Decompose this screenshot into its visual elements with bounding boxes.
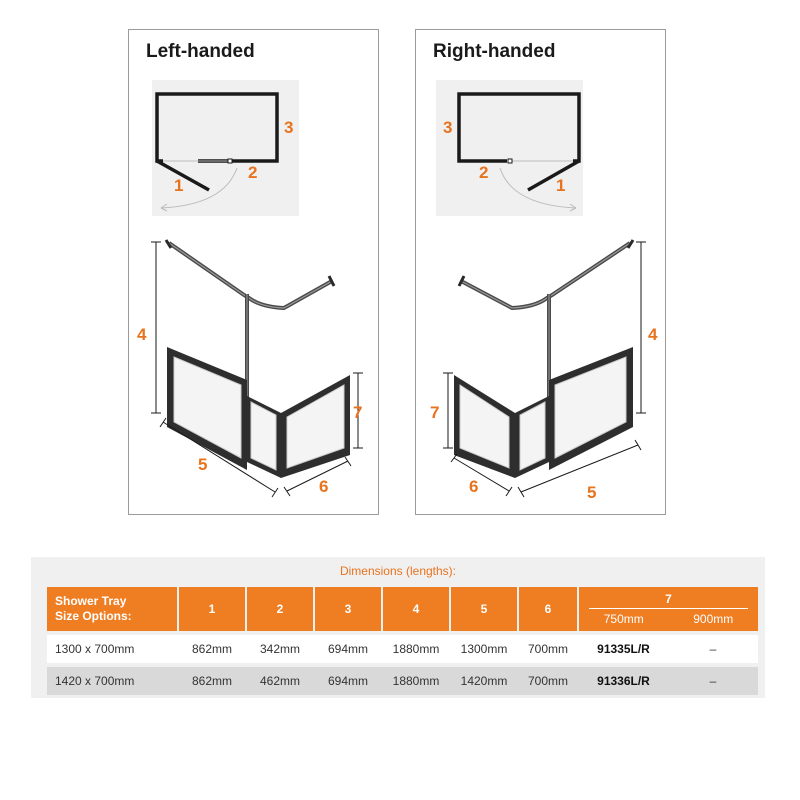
left-plan-label-3: 3: [284, 118, 294, 137]
cell-col-6: 700mm: [527, 642, 568, 656]
cell-col-1: 862mm: [191, 674, 232, 688]
left-plan-view: [157, 94, 293, 211]
header-col-7: [579, 587, 758, 631]
dimensions-table: [31, 557, 765, 698]
cell-col-5: 1300mm: [460, 642, 508, 656]
left-plan-label-2: 2: [248, 163, 258, 182]
cell-col-6: 700mm: [527, 674, 568, 688]
cell-col-1: 862mm: [191, 642, 232, 656]
cell-col-4: 1880mm: [392, 674, 440, 688]
cell-col-3: 694mm: [327, 674, 368, 688]
right-handed-diagram: [416, 30, 667, 516]
left-handed-panel: [128, 29, 379, 515]
cell-code-750: 91335L/R: [597, 642, 650, 656]
right-elevation-view: [430, 240, 658, 502]
cell-code-900: –: [709, 642, 717, 656]
header-col-3: 3: [315, 587, 381, 631]
table-row: [47, 667, 758, 695]
cell-col-5: 1420mm: [460, 674, 508, 688]
header-line-2: Size Options:: [55, 609, 132, 623]
header-col-7-900: 900mm: [693, 612, 734, 626]
right-handed-panel: [415, 29, 666, 515]
table-row: [47, 635, 758, 663]
cell-code-900: –: [709, 674, 717, 688]
right-handed-title: Right-handed: [433, 41, 556, 62]
header-col-4: 4: [383, 587, 449, 631]
header-col-5: 5: [451, 587, 517, 631]
left-plan-label-1: 1: [174, 176, 184, 195]
header-col-2: 2: [247, 587, 313, 631]
right-plan-view: [443, 94, 579, 211]
header-col-7-750: 750mm: [603, 612, 644, 626]
left-handed-diagram: [129, 30, 380, 516]
right-plan-label-2: 2: [479, 163, 489, 182]
header-shower-tray-size: [47, 587, 177, 631]
header-col-6: 6: [519, 587, 577, 631]
right-elevation-label-5: 5: [587, 483, 597, 502]
cell-col-4: 1880mm: [392, 642, 440, 656]
header-col-7-label: 7: [665, 592, 672, 606]
left-elevation-label-4: 4: [137, 325, 147, 344]
left-elevation-label-6: 6: [319, 477, 329, 496]
right-plan-door: [528, 161, 579, 190]
right-elevation-label-7: 7: [430, 403, 440, 422]
left-elevation-view: [137, 240, 363, 497]
right-plan-label-1: 1: [556, 176, 566, 195]
header-line-1: Shower Tray: [55, 594, 127, 608]
cell-size: 1300 x 700mm: [55, 642, 135, 656]
right-elevation-label-4: 4: [648, 325, 658, 344]
header-col-7-divider: [589, 608, 748, 609]
cell-code-750: 91336L/R: [597, 674, 650, 688]
cell-col-2: 462mm: [259, 674, 300, 688]
table-caption: Dimensions (lengths):: [339, 564, 457, 578]
cell-col-2: 342mm: [259, 642, 300, 656]
left-elevation-label-7: 7: [353, 403, 363, 422]
header-col-1: 1: [179, 587, 245, 631]
cell-size: 1420 x 700mm: [55, 674, 135, 688]
right-plan-label-3: 3: [443, 118, 453, 137]
right-elevation-label-6: 6: [469, 477, 479, 496]
left-elevation-label-5: 5: [198, 455, 208, 474]
left-handed-title: Left-handed: [146, 41, 255, 62]
cell-col-3: 694mm: [327, 642, 368, 656]
